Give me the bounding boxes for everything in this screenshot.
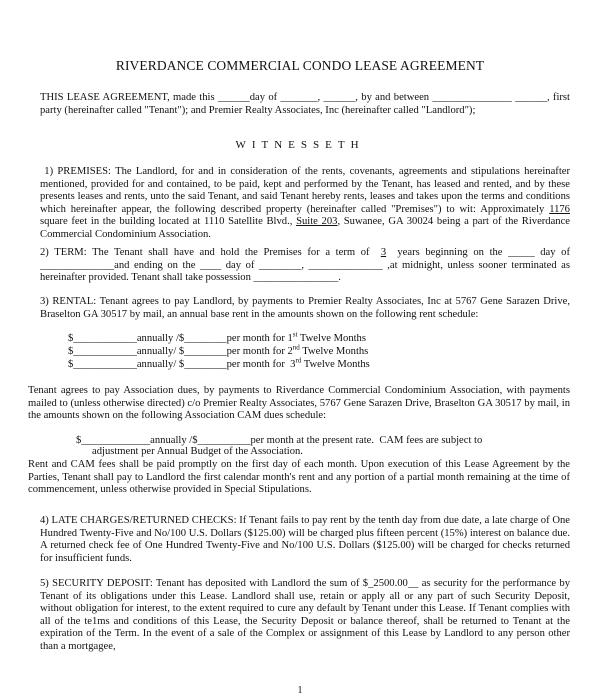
rent-schedule-row: $____________annually /$________per month for 1st Twelve Months <box>68 330 366 344</box>
security-deposit-text: 5) SECURITY DEPOSIT: Tenant has deposited with Landlord the sum of $_2500.00__ as security for the performance by Tenant of its obligations under this Lease. Landlord shall use, retain or apply all or any part of such Security Deposit, without obligation for interest, to the extent required to cure any default by Tenant under this Lease. If Tenant complies with all of the te1ms and conditions of this Lease, the Security Deposit or balance thereof, shall be returned to Tenant at the expiration of the Term. In the event of a sale of the Complex or assignment of this Lease by Landlord to any person other than a mortgagee, <box>40 578 570 652</box>
rent-schedule-row: $____________annually/ $________per month for 2nd Twelve Months <box>68 343 369 357</box>
premises-text-a: The Landlord, for and in consideration of the rents, covenants, agreements and stipulations hereinafter mentioned, provided for and contained, to be paid, kept and performed by the Tenant, has leased and rented, and by these presents leases and rents, unto the said Tenant, and said Tenant hereby rents, leases and takes upon the terms and conditions which hereinafter appear, the following described property (hereinafter called "Premises") to wit: Approximately <box>40 166 570 215</box>
cam-fee-line: $_____________annually /$__________per month at the present rate. CAM fees are subject to <box>76 435 483 446</box>
premises-section <box>40 166 570 242</box>
premises-heading: 1) PREMISES: <box>44 166 111 177</box>
premises-text-c: , Suwanee, GA 30024 being a part of the Riverdance Commercial Condominium Association. <box>40 216 570 240</box>
term-text-a: The Tenant shall have and hold the Premises for a term of <box>92 247 370 258</box>
rental-heading: 3) RENTAL: <box>40 296 97 307</box>
rent-cam-payment-paragraph <box>28 459 570 497</box>
term-heading: 2) TERM: <box>40 247 87 258</box>
term-years: 3 <box>380 247 387 258</box>
security-deposit-section <box>40 578 570 654</box>
rent-cam-payment-text: Rent and CAM fees shall be paid promptly on the first day of each month. Upon execution of this Lease Agreement by the Parties, Tenant shall pay to Landlord the first calendar month's rent and any portion of a partial month remaining at the time of commencement, unless otherwise provided in Special Stipulations. <box>28 459 570 496</box>
late-charges-section <box>40 515 570 565</box>
witnesseth-heading: WITNESSETH <box>235 139 365 151</box>
premises-sqft: 1176 <box>549 203 570 215</box>
term-section <box>40 247 570 285</box>
rental-section <box>40 296 570 321</box>
cam-fee-adjustment: adjustment per Annual Budget of the Association. <box>92 446 303 457</box>
page-title: RIVERDANCE COMMERCIAL CONDO LEASE AGREEMENT <box>115 58 485 73</box>
rent-schedule-row: $____________annually/ $________per month for 3rd Twelve Months <box>68 356 370 370</box>
association-dues-text: Tenant agrees to pay Association dues, by payments to Riverdance Commercial Condominium Association, with payments mailed to (unless otherwise directed) c/o Premier Realty Associates, 5767 Gene Sarazen Drive, Braselton GA 30517 by mail, in the amounts shown on the following Association CAM dues schedule: <box>28 385 570 422</box>
premises-text-b: square feet in the building located at 1110 Satellite Blvd., <box>40 216 293 228</box>
intro-text: THIS LEASE AGREEMENT, made this ______day of _______, ______, by and between _______________ ______, first party (hereinafter called "Tenant"); and Premier Realty Associates, Inc (hereinafter called "Landlord"); <box>40 92 570 116</box>
term-text-b: years beginning on the _____ day of ______________and ending on the ____ day of ________, ______________ ,at midnight, unless sooner terminated as hereinafter provided. Tenant shall take possession ________________. <box>40 247 570 284</box>
page-number: 1 <box>297 685 303 696</box>
intro-paragraph <box>40 92 570 117</box>
late-charges-text: 4) LATE CHARGES/RETURNED CHECKS: If Tenant fails to pay rent by the tenth day from due date, a late charge of One Hundred Twenty-Five and No/100 U.S. Dollars ($125.00) will be charged plus fifteen percent (15%) interest on balance due. A returned check fee of One Hundred Twenty-Five and No/100 U.S. Dollars ($125.00) will be charged for checks returned for insufficient funds. <box>40 515 570 564</box>
rental-text: Tenant agrees to pay Landlord, by payments to Premier Realty Associates, Inc at 5767 Gene Sarazen Drive, Braselton GA 30517 by mail, an annual base rent in the amounts shown on the following rent schedule: <box>40 296 570 320</box>
association-dues-paragraph <box>28 385 570 423</box>
premises-suite: Suite 203 <box>296 216 338 228</box>
